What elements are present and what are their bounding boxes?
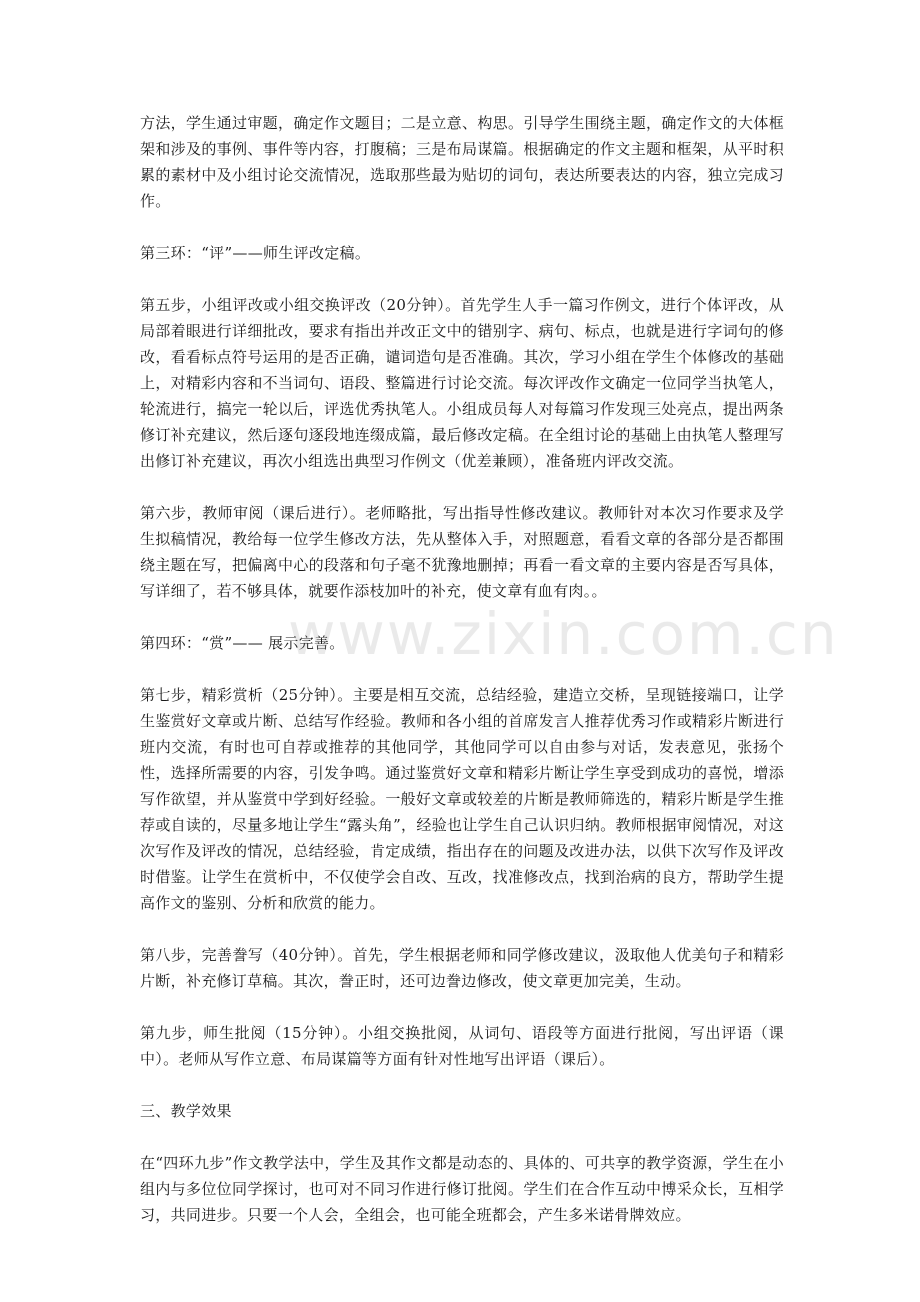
paragraph-gap [140,656,784,682]
paragraph-gap [140,1124,784,1150]
section-heading-stage-3: 第三环：“评”——师生评改定稿。 [140,244,371,262]
paragraph-step-9: 第九步，师生批阅（15分钟）。小组交换批阅，从词句、语段等方面进行批阅，写出评语（课中）。老师从写作立意、布局谋篇等方面有针对性地写出评语（课后）。 [140,1024,784,1068]
document-body [140,110,784,1228]
paragraph-gap [140,994,784,1020]
paragraph-step-8: 第八步，完善誊写（40分钟）。首先，学生根据老师和同学修改建议，汲取他人优美句子和精彩片断，补充修订草稿。其次，誊正时，还可边誊边修改，使文章更加完美，生动。 [140,946,784,990]
paragraph-step-5: 第五步，小组评改或小组交换评改（20分钟）。首先学生人手一篇习作例文，进行个体评改，从局部着眼进行详细批改，要求有指出并改正文中的错别字、病句、标点，也就是进行字词句的修改，看看标点符号运用的是否正确，谴词造句是否准确。其次，学习小组在学生个体修改的基础上，对精彩内容和不当词句、语段、整篇进行讨论交流。每次评改作文确定一位同学当执笔人，轮流进行，搞完一轮以后，评选优秀执笔人。小组成员每人对每篇习作发现三处亮点，提出两条修订补充建议，然后逐句逐段地连缀成篇，最后修改定稿。在全组讨论的基础上由执笔人整理写出修订补充建议，再次小组选出典型习作例文（优差兼顾），准备班内评改交流。 [140,296,784,470]
section-heading-teaching-results: 三、教学效果 [140,1102,232,1120]
paragraph-results: 在“四环九步”作文教学法中，学生及其作文都是动态的、具体的、可共享的教学资源，学生在小组内与多位位同学探讨，也可对不同习作进行修订批阅。学生们在合作互动中博采众长，互相学习，共同进步。只要一个人会，全组会，也可能全班都会，产生多米诺骨牌效应。 [140,1154,784,1224]
paragraph-gap [140,604,784,630]
paragraph-intro-continuation: 方法，学生通过审题，确定作文题目；二是立意、构思。引导学生围绕主题，确定作文的大体框架和涉及的事例、事件等内容，打腹稿；三是布局谋篇。根据确定的作文主题和框架，从平时积累的素材中及小组讨论交流情况，选取那些最为贴切的词句，表达所要表达的内容，独立完成习作。 [140,114,784,210]
paragraph-step-7: 第七步，精彩赏析（25分钟）。主要是相互交流，总结经验，建造立交桥，呈现链接端口，让学生鉴赏好文章或片断、总结写作经验。教师和各小组的首席发言人推荐优秀习作或精彩片断进行班内交流，有时也可自荐或推荐的其他同学，其他同学可以自由参与对话，发表意见，张扬个性，选择所需要的内容，引发争鸣。通过鉴赏好文章和精彩片断让学生享受到成功的喜悦，增添写作欲望，并从鉴赏中学到好经验。一般好文章或较差的片断是教师筛选的，精彩片断是学生推荐或自读的，尽量多地让学生“露头角”，经验也让学生自己认识归纳。教师根据审阅情况，对这次写作及评改的情况，总结经验，肯定成绩，指出存在的问题及改进办法，以供下次写作及评改时借鉴。让学生在赏析中，不仅使学会自改、互改，找准修改点，找到治病的良方，帮助学生提高作文的鉴别、分析和欣赏的能力。 [140,686,784,912]
watermark-text: www.zixin.com.cn [288,600,839,668]
paragraph-gap [140,1072,784,1098]
paragraph-step-6: 第六步，教师审阅（课后进行）。老师略批，写出指导性修改建议。教师针对本次习作要求及学生拟稿情况，教给每一位学生修改方法，先从整体入手，对照题意，看看文章的各部分是否都围绕主题在写，把偏离中心的段落和句子毫不犹豫地删掉；再看一看文章的主要内容是否写具体，写详细了，若不够具体，就要作添枝加叶的补充，使文章有血有肉。。 [140,504,784,600]
paragraph-gap [140,916,784,942]
section-heading-stage-4: 第四环：“赏”—— 展示完善。 [140,634,345,652]
paragraph-gap [140,474,784,500]
paragraph-gap [140,266,784,292]
paragraph-gap [140,214,784,240]
